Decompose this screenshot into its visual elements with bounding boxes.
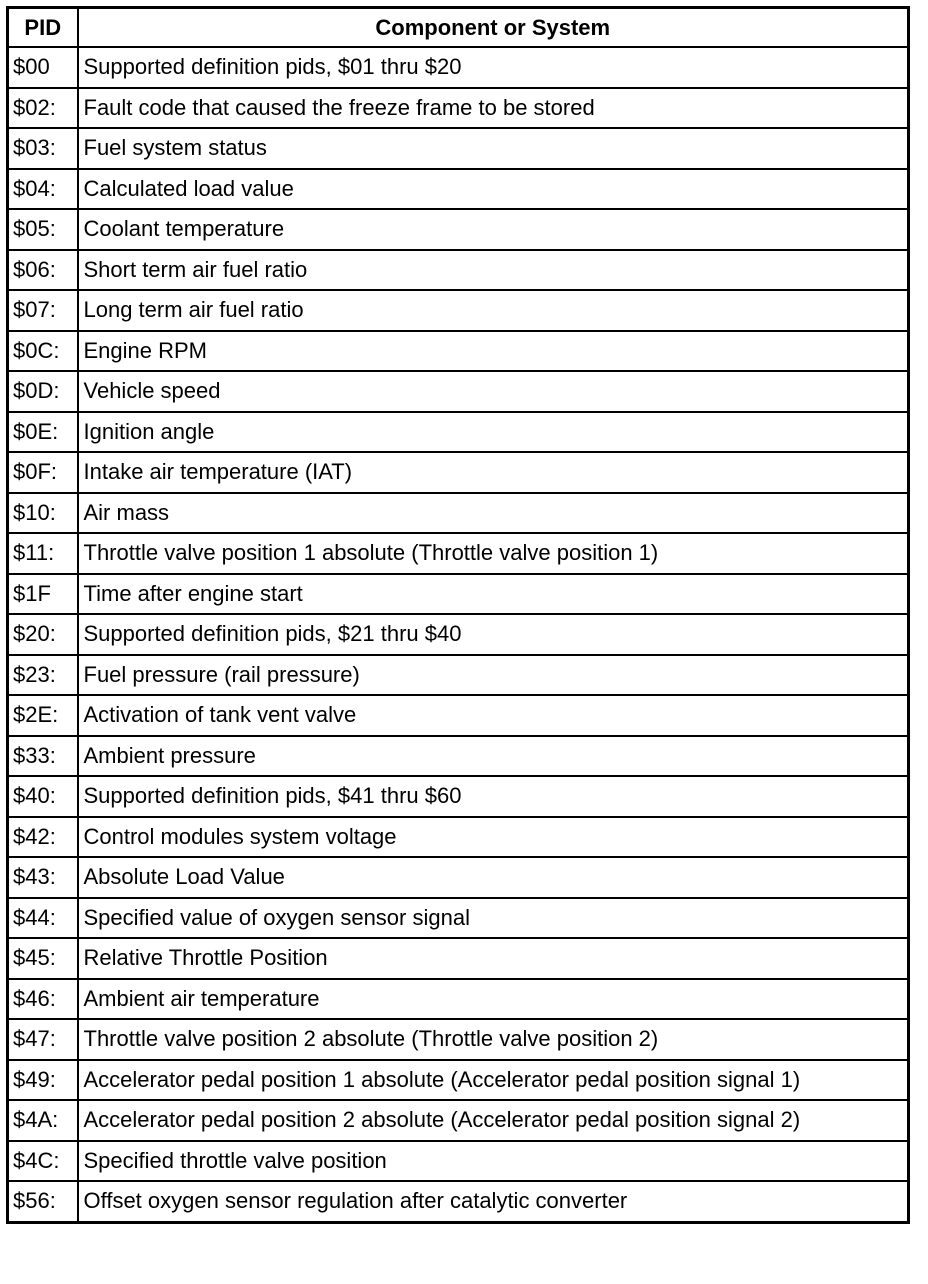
component-cell: Ambient pressure	[78, 736, 909, 777]
pid-cell: $0F:	[8, 452, 78, 493]
component-cell: Accelerator pedal position 2 absolute (Accelerator pedal position signal 2)	[78, 1100, 909, 1141]
table-row	[8, 574, 909, 615]
table-row	[8, 938, 909, 979]
pid-cell: $03:	[8, 128, 78, 169]
pid-cell: $45:	[8, 938, 78, 979]
pid-cell: $46:	[8, 979, 78, 1020]
component-cell: Relative Throttle Position	[78, 938, 909, 979]
component-cell: Specified throttle valve position	[78, 1141, 909, 1182]
pid-cell: $44:	[8, 898, 78, 939]
table-row	[8, 209, 909, 250]
pid-cell: $05:	[8, 209, 78, 250]
component-cell: Short term air fuel ratio	[78, 250, 909, 291]
table-row	[8, 533, 909, 574]
component-cell: Fault code that caused the freeze frame to be stored	[78, 88, 909, 129]
table-row	[8, 979, 909, 1020]
pid-cell: $07:	[8, 290, 78, 331]
component-cell: Supported definition pids, $01 thru $20	[78, 47, 909, 88]
table-row	[8, 817, 909, 858]
pid-column-header: PID	[8, 8, 78, 48]
pid-cell: $20:	[8, 614, 78, 655]
pid-cell: $43:	[8, 857, 78, 898]
table-row	[8, 1060, 909, 1101]
table-row	[8, 614, 909, 655]
table-row	[8, 47, 909, 88]
pid-cell: $11:	[8, 533, 78, 574]
table-row	[8, 736, 909, 777]
pid-cell: $0C:	[8, 331, 78, 372]
component-cell: Fuel pressure (rail pressure)	[78, 655, 909, 696]
component-cell: Throttle valve position 2 absolute (Throttle valve position 2)	[78, 1019, 909, 1060]
component-cell: Intake air temperature (IAT)	[78, 452, 909, 493]
table-row	[8, 290, 909, 331]
component-cell: Specified value of oxygen sensor signal	[78, 898, 909, 939]
table-row	[8, 1100, 909, 1141]
table-row	[8, 88, 909, 129]
header-row	[8, 8, 909, 48]
component-cell: Ignition angle	[78, 412, 909, 453]
component-cell: Absolute Load Value	[78, 857, 909, 898]
component-cell: Offset oxygen sensor regulation after catalytic converter	[78, 1181, 909, 1222]
component-cell: Activation of tank vent valve	[78, 695, 909, 736]
table-row	[8, 452, 909, 493]
pid-cell: $47:	[8, 1019, 78, 1060]
table-row	[8, 898, 909, 939]
pid-cell: $40:	[8, 776, 78, 817]
pid-cell: $06:	[8, 250, 78, 291]
pid-cell: $04:	[8, 169, 78, 210]
pid-cell: $10:	[8, 493, 78, 534]
component-cell: Engine RPM	[78, 331, 909, 372]
component-cell: Supported definition pids, $21 thru $40	[78, 614, 909, 655]
pid-cell: $49:	[8, 1060, 78, 1101]
component-cell: Control modules system voltage	[78, 817, 909, 858]
table-row	[8, 331, 909, 372]
component-cell: Long term air fuel ratio	[78, 290, 909, 331]
table-row	[8, 493, 909, 534]
pid-cell: $0E:	[8, 412, 78, 453]
pid-cell: $42:	[8, 817, 78, 858]
table-row	[8, 169, 909, 210]
component-cell: Air mass	[78, 493, 909, 534]
pid-cell: $33:	[8, 736, 78, 777]
pid-table	[6, 6, 910, 1224]
component-cell: Coolant temperature	[78, 209, 909, 250]
component-cell: Ambient air temperature	[78, 979, 909, 1020]
pid-cell: $02:	[8, 88, 78, 129]
table-body	[8, 47, 909, 1222]
pid-cell: $4C:	[8, 1141, 78, 1182]
pid-cell: $00	[8, 47, 78, 88]
pid-cell: $2E:	[8, 695, 78, 736]
pid-cell: $23:	[8, 655, 78, 696]
pid-cell: $56:	[8, 1181, 78, 1222]
component-column-header: Component or System	[78, 8, 909, 48]
component-cell: Supported definition pids, $41 thru $60	[78, 776, 909, 817]
component-cell: Vehicle speed	[78, 371, 909, 412]
component-cell: Throttle valve position 1 absolute (Throttle valve position 1)	[78, 533, 909, 574]
table-row	[8, 371, 909, 412]
pid-cell: $4A:	[8, 1100, 78, 1141]
table-row	[8, 1141, 909, 1182]
table-row	[8, 250, 909, 291]
table-row	[8, 655, 909, 696]
table-row	[8, 1019, 909, 1060]
table-row	[8, 857, 909, 898]
component-cell: Time after engine start	[78, 574, 909, 615]
table-row	[8, 776, 909, 817]
pid-cell: $1F	[8, 574, 78, 615]
component-cell: Calculated load value	[78, 169, 909, 210]
table-row	[8, 128, 909, 169]
component-cell: Fuel system status	[78, 128, 909, 169]
table-row	[8, 412, 909, 453]
table-row	[8, 695, 909, 736]
component-cell: Accelerator pedal position 1 absolute (Accelerator pedal position signal 1)	[78, 1060, 909, 1101]
table-row	[8, 1181, 909, 1222]
pid-cell: $0D:	[8, 371, 78, 412]
